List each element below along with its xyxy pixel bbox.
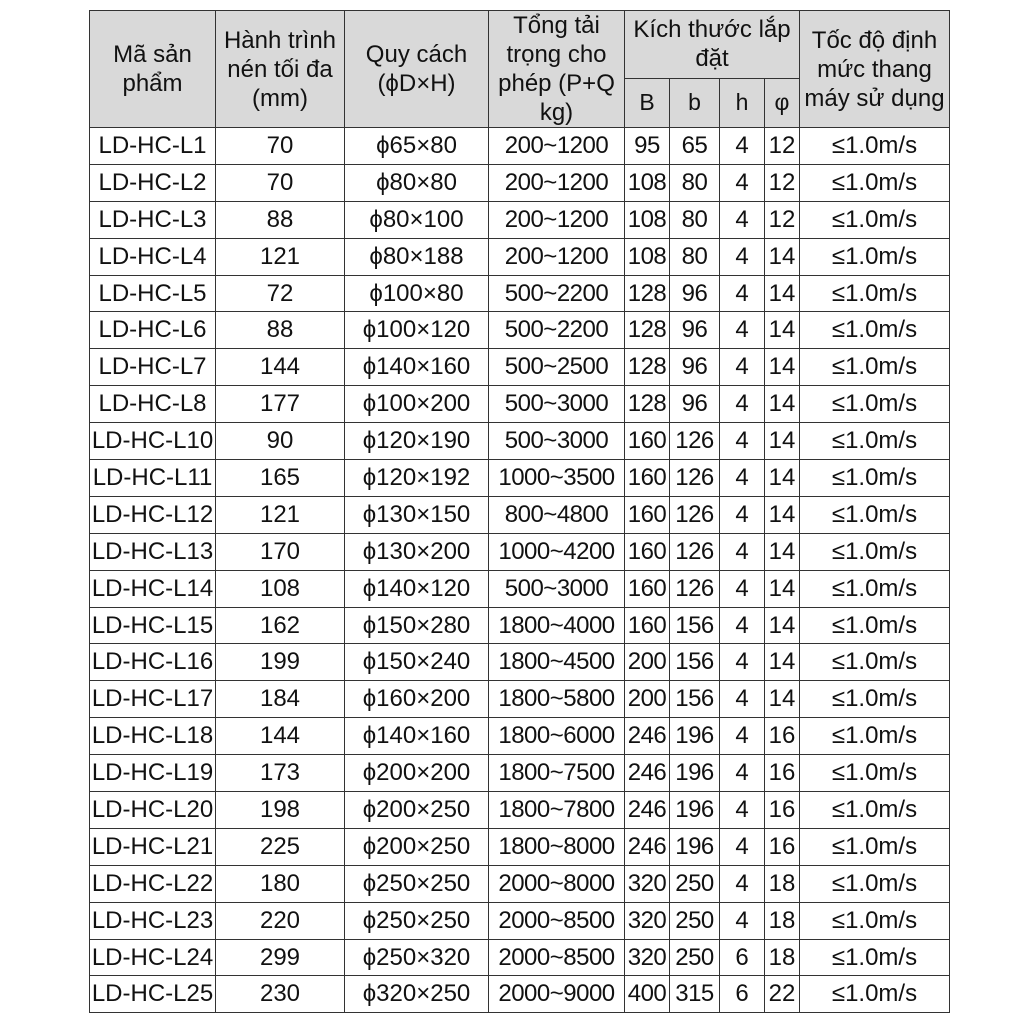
cell-product-code: LD-HC-L2: [90, 164, 216, 201]
cell-install-phi: 14: [765, 460, 800, 497]
table-row: [90, 386, 950, 423]
cell-rated-speed: ≤1.0m/s: [800, 607, 950, 644]
cell-install-b: 65: [670, 128, 720, 165]
table-row: [90, 718, 950, 755]
table-row: [90, 570, 950, 607]
table-row: [90, 496, 950, 533]
cell-install-B: 160: [625, 423, 670, 460]
cell-product-code: LD-HC-L11: [90, 460, 216, 497]
cell-rated-speed: ≤1.0m/s: [800, 828, 950, 865]
cell-max-stroke: 70: [216, 164, 345, 201]
cell-install-phi: 18: [765, 939, 800, 976]
cell-product-code: LD-HC-L20: [90, 792, 216, 829]
cell-install-b: 196: [670, 828, 720, 865]
cell-rated-speed: ≤1.0m/s: [800, 312, 950, 349]
cell-max-stroke: 108: [216, 570, 345, 607]
col-header-B: B: [625, 78, 670, 127]
cell-install-h: 4: [720, 312, 765, 349]
table-row: [90, 423, 950, 460]
cell-max-stroke: 220: [216, 902, 345, 939]
cell-rated-speed: ≤1.0m/s: [800, 976, 950, 1013]
cell-dimensions: ϕ250×250: [345, 902, 489, 939]
cell-product-code: LD-HC-L15: [90, 607, 216, 644]
cell-product-code: LD-HC-L10: [90, 423, 216, 460]
table-row: [90, 275, 950, 312]
cell-install-phi: 14: [765, 349, 800, 386]
cell-product-code: LD-HC-L7: [90, 349, 216, 386]
col-header-stroke: Hành trình nén tối đa (mm): [216, 11, 345, 128]
cell-rated-speed: ≤1.0m/s: [800, 681, 950, 718]
cell-max-stroke: 199: [216, 644, 345, 681]
cell-dimensions: ϕ200×250: [345, 792, 489, 829]
cell-product-code: LD-HC-L23: [90, 902, 216, 939]
table-row: [90, 865, 950, 902]
cell-load-range: 500~2500: [489, 349, 625, 386]
cell-max-stroke: 230: [216, 976, 345, 1013]
cell-install-B: 95: [625, 128, 670, 165]
cell-install-h: 4: [720, 349, 765, 386]
cell-install-h: 4: [720, 533, 765, 570]
cell-max-stroke: 144: [216, 349, 345, 386]
cell-load-range: 200~1200: [489, 201, 625, 238]
cell-load-range: 2000~8500: [489, 902, 625, 939]
cell-load-range: 2000~8000: [489, 865, 625, 902]
cell-install-phi: 16: [765, 755, 800, 792]
cell-max-stroke: 162: [216, 607, 345, 644]
cell-install-h: 6: [720, 939, 765, 976]
cell-max-stroke: 180: [216, 865, 345, 902]
cell-dimensions: ϕ80×100: [345, 201, 489, 238]
cell-dimensions: ϕ65×80: [345, 128, 489, 165]
cell-install-phi: 18: [765, 865, 800, 902]
cell-install-phi: 14: [765, 423, 800, 460]
cell-install-B: 246: [625, 828, 670, 865]
cell-install-b: 96: [670, 312, 720, 349]
cell-rated-speed: ≤1.0m/s: [800, 902, 950, 939]
col-header-phi: φ: [765, 78, 800, 127]
cell-install-phi: 16: [765, 828, 800, 865]
cell-install-phi: 12: [765, 201, 800, 238]
cell-load-range: 1800~7500: [489, 755, 625, 792]
cell-product-code: LD-HC-L3: [90, 201, 216, 238]
cell-product-code: LD-HC-L25: [90, 976, 216, 1013]
cell-install-b: 126: [670, 460, 720, 497]
cell-load-range: 2000~8500: [489, 939, 625, 976]
cell-load-range: 1000~4200: [489, 533, 625, 570]
cell-install-b: 126: [670, 533, 720, 570]
cell-max-stroke: 88: [216, 312, 345, 349]
cell-install-b: 196: [670, 792, 720, 829]
cell-install-h: 4: [720, 681, 765, 718]
cell-install-b: 156: [670, 644, 720, 681]
col-header-h: h: [720, 78, 765, 127]
cell-product-code: LD-HC-L16: [90, 644, 216, 681]
cell-install-b: 96: [670, 275, 720, 312]
cell-dimensions: ϕ140×120: [345, 570, 489, 607]
table-row: [90, 607, 950, 644]
cell-load-range: 1800~6000: [489, 718, 625, 755]
cell-install-b: 196: [670, 755, 720, 792]
cell-product-code: LD-HC-L5: [90, 275, 216, 312]
cell-max-stroke: 88: [216, 201, 345, 238]
cell-rated-speed: ≤1.0m/s: [800, 423, 950, 460]
cell-install-h: 4: [720, 496, 765, 533]
cell-dimensions: ϕ120×192: [345, 460, 489, 497]
cell-install-h: 4: [720, 423, 765, 460]
cell-install-b: 126: [670, 423, 720, 460]
cell-install-phi: 14: [765, 644, 800, 681]
cell-install-b: 80: [670, 238, 720, 275]
cell-install-phi: 16: [765, 718, 800, 755]
cell-dimensions: ϕ80×80: [345, 164, 489, 201]
cell-install-b: 80: [670, 164, 720, 201]
cell-rated-speed: ≤1.0m/s: [800, 164, 950, 201]
cell-product-code: LD-HC-L4: [90, 238, 216, 275]
cell-install-B: 160: [625, 533, 670, 570]
cell-install-h: 4: [720, 128, 765, 165]
cell-install-b: 250: [670, 939, 720, 976]
cell-install-phi: 14: [765, 386, 800, 423]
table-row: [90, 164, 950, 201]
cell-dimensions: ϕ150×280: [345, 607, 489, 644]
cell-install-B: 160: [625, 570, 670, 607]
cell-max-stroke: 198: [216, 792, 345, 829]
cell-install-B: 200: [625, 681, 670, 718]
cell-install-phi: 12: [765, 164, 800, 201]
cell-load-range: 1800~5800: [489, 681, 625, 718]
cell-max-stroke: 173: [216, 755, 345, 792]
cell-load-range: 500~2200: [489, 275, 625, 312]
cell-dimensions: ϕ100×120: [345, 312, 489, 349]
cell-install-h: 4: [720, 275, 765, 312]
cell-load-range: 2000~9000: [489, 976, 625, 1013]
cell-product-code: LD-HC-L24: [90, 939, 216, 976]
cell-install-h: 4: [720, 828, 765, 865]
cell-install-b: 80: [670, 201, 720, 238]
table-row: [90, 533, 950, 570]
table-row: [90, 644, 950, 681]
cell-product-code: LD-HC-L13: [90, 533, 216, 570]
cell-install-B: 246: [625, 718, 670, 755]
table-row: [90, 312, 950, 349]
table-row: [90, 792, 950, 829]
cell-dimensions: ϕ140×160: [345, 349, 489, 386]
cell-install-h: 4: [720, 644, 765, 681]
cell-product-code: LD-HC-L17: [90, 681, 216, 718]
cell-install-phi: 14: [765, 533, 800, 570]
cell-rated-speed: ≤1.0m/s: [800, 570, 950, 607]
cell-dimensions: ϕ130×200: [345, 533, 489, 570]
cell-max-stroke: 225: [216, 828, 345, 865]
table-row: [90, 201, 950, 238]
cell-max-stroke: 177: [216, 386, 345, 423]
cell-install-h: 4: [720, 865, 765, 902]
table-row: [90, 128, 950, 165]
cell-product-code: LD-HC-L22: [90, 865, 216, 902]
cell-install-B: 160: [625, 607, 670, 644]
cell-product-code: LD-HC-L8: [90, 386, 216, 423]
cell-dimensions: ϕ120×190: [345, 423, 489, 460]
cell-install-b: 96: [670, 349, 720, 386]
cell-load-range: 1800~4500: [489, 644, 625, 681]
cell-install-h: 4: [720, 460, 765, 497]
table-row: [90, 828, 950, 865]
cell-load-range: 500~3000: [489, 386, 625, 423]
cell-dimensions: ϕ100×80: [345, 275, 489, 312]
cell-install-b: 156: [670, 607, 720, 644]
cell-load-range: 1800~7800: [489, 792, 625, 829]
cell-install-b: 126: [670, 570, 720, 607]
cell-install-h: 4: [720, 718, 765, 755]
cell-load-range: 800~4800: [489, 496, 625, 533]
cell-max-stroke: 121: [216, 238, 345, 275]
cell-install-b: 96: [670, 386, 720, 423]
cell-install-h: 4: [720, 386, 765, 423]
cell-rated-speed: ≤1.0m/s: [800, 644, 950, 681]
cell-install-B: 320: [625, 865, 670, 902]
cell-max-stroke: 70: [216, 128, 345, 165]
col-header-install: Kích thước lắp đặt: [625, 11, 800, 79]
cell-dimensions: ϕ250×320: [345, 939, 489, 976]
cell-load-range: 500~2200: [489, 312, 625, 349]
cell-max-stroke: 299: [216, 939, 345, 976]
table-body: [90, 128, 950, 1013]
cell-product-code: LD-HC-L14: [90, 570, 216, 607]
cell-install-phi: 14: [765, 681, 800, 718]
cell-install-B: 128: [625, 275, 670, 312]
col-header-size: Quy cách (ϕD×H): [345, 11, 489, 128]
cell-install-B: 160: [625, 460, 670, 497]
cell-max-stroke: 170: [216, 533, 345, 570]
cell-max-stroke: 144: [216, 718, 345, 755]
cell-max-stroke: 184: [216, 681, 345, 718]
cell-install-B: 320: [625, 902, 670, 939]
cell-install-h: 4: [720, 755, 765, 792]
spec-table: [89, 10, 950, 1013]
cell-product-code: LD-HC-L18: [90, 718, 216, 755]
cell-install-b: 196: [670, 718, 720, 755]
cell-product-code: LD-HC-L21: [90, 828, 216, 865]
cell-install-B: 128: [625, 386, 670, 423]
cell-max-stroke: 121: [216, 496, 345, 533]
cell-product-code: LD-HC-L1: [90, 128, 216, 165]
cell-load-range: 200~1200: [489, 128, 625, 165]
cell-rated-speed: ≤1.0m/s: [800, 128, 950, 165]
cell-install-phi: 14: [765, 607, 800, 644]
cell-install-B: 108: [625, 164, 670, 201]
table-row: [90, 238, 950, 275]
cell-install-B: 320: [625, 939, 670, 976]
cell-install-h: 4: [720, 607, 765, 644]
cell-rated-speed: ≤1.0m/s: [800, 533, 950, 570]
cell-install-B: 128: [625, 312, 670, 349]
cell-install-b: 250: [670, 902, 720, 939]
cell-rated-speed: ≤1.0m/s: [800, 718, 950, 755]
cell-dimensions: ϕ100×200: [345, 386, 489, 423]
cell-load-range: 1800~4000: [489, 607, 625, 644]
cell-rated-speed: ≤1.0m/s: [800, 349, 950, 386]
cell-load-range: 200~1200: [489, 164, 625, 201]
cell-load-range: 500~3000: [489, 570, 625, 607]
col-header-b: b: [670, 78, 720, 127]
cell-rated-speed: ≤1.0m/s: [800, 939, 950, 976]
cell-rated-speed: ≤1.0m/s: [800, 238, 950, 275]
cell-dimensions: ϕ140×160: [345, 718, 489, 755]
cell-install-h: 6: [720, 976, 765, 1013]
table-row: [90, 976, 950, 1013]
cell-install-phi: 14: [765, 275, 800, 312]
table-row: [90, 939, 950, 976]
cell-dimensions: ϕ320×250: [345, 976, 489, 1013]
cell-install-B: 246: [625, 792, 670, 829]
cell-install-B: 160: [625, 496, 670, 533]
cell-dimensions: ϕ150×240: [345, 644, 489, 681]
cell-install-b: 156: [670, 681, 720, 718]
cell-install-phi: 14: [765, 312, 800, 349]
cell-install-phi: 14: [765, 496, 800, 533]
cell-rated-speed: ≤1.0m/s: [800, 792, 950, 829]
cell-max-stroke: 72: [216, 275, 345, 312]
cell-install-B: 200: [625, 644, 670, 681]
table-row: [90, 902, 950, 939]
cell-install-phi: 16: [765, 792, 800, 829]
col-header-code: Mã sản phẩm: [90, 11, 216, 128]
cell-product-code: LD-HC-L12: [90, 496, 216, 533]
cell-rated-speed: ≤1.0m/s: [800, 201, 950, 238]
cell-max-stroke: 90: [216, 423, 345, 460]
col-header-load: Tổng tải trọng cho phép (P+Q kg): [489, 11, 625, 128]
cell-product-code: LD-HC-L6: [90, 312, 216, 349]
cell-install-B: 108: [625, 238, 670, 275]
cell-rated-speed: ≤1.0m/s: [800, 460, 950, 497]
cell-product-code: LD-HC-L19: [90, 755, 216, 792]
cell-load-range: 200~1200: [489, 238, 625, 275]
cell-dimensions: ϕ80×188: [345, 238, 489, 275]
cell-dimensions: ϕ130×150: [345, 496, 489, 533]
table-row: [90, 755, 950, 792]
cell-install-B: 400: [625, 976, 670, 1013]
cell-dimensions: ϕ160×200: [345, 681, 489, 718]
cell-install-b: 315: [670, 976, 720, 1013]
cell-install-B: 108: [625, 201, 670, 238]
cell-load-range: 500~3000: [489, 423, 625, 460]
cell-install-h: 4: [720, 238, 765, 275]
table-row: [90, 681, 950, 718]
cell-install-h: 4: [720, 201, 765, 238]
cell-rated-speed: ≤1.0m/s: [800, 865, 950, 902]
table-header: [90, 11, 950, 128]
table-row: [90, 349, 950, 386]
cell-rated-speed: ≤1.0m/s: [800, 755, 950, 792]
cell-install-B: 128: [625, 349, 670, 386]
cell-rated-speed: ≤1.0m/s: [800, 386, 950, 423]
col-header-speed: Tốc độ định mức thang máy sử dụng: [800, 11, 950, 128]
cell-dimensions: ϕ200×250: [345, 828, 489, 865]
cell-load-range: 1000~3500: [489, 460, 625, 497]
cell-load-range: 1800~8000: [489, 828, 625, 865]
cell-install-b: 126: [670, 496, 720, 533]
cell-install-phi: 14: [765, 238, 800, 275]
table-row: [90, 460, 950, 497]
cell-dimensions: ϕ250×250: [345, 865, 489, 902]
cell-install-h: 4: [720, 902, 765, 939]
cell-install-B: 246: [625, 755, 670, 792]
cell-rated-speed: ≤1.0m/s: [800, 275, 950, 312]
cell-install-phi: 22: [765, 976, 800, 1013]
cell-install-h: 4: [720, 164, 765, 201]
cell-max-stroke: 165: [216, 460, 345, 497]
cell-install-h: 4: [720, 792, 765, 829]
cell-install-h: 4: [720, 570, 765, 607]
cell-dimensions: ϕ200×200: [345, 755, 489, 792]
cell-rated-speed: ≤1.0m/s: [800, 496, 950, 533]
cell-install-phi: 12: [765, 128, 800, 165]
cell-install-b: 250: [670, 865, 720, 902]
cell-install-phi: 18: [765, 902, 800, 939]
cell-install-phi: 14: [765, 570, 800, 607]
